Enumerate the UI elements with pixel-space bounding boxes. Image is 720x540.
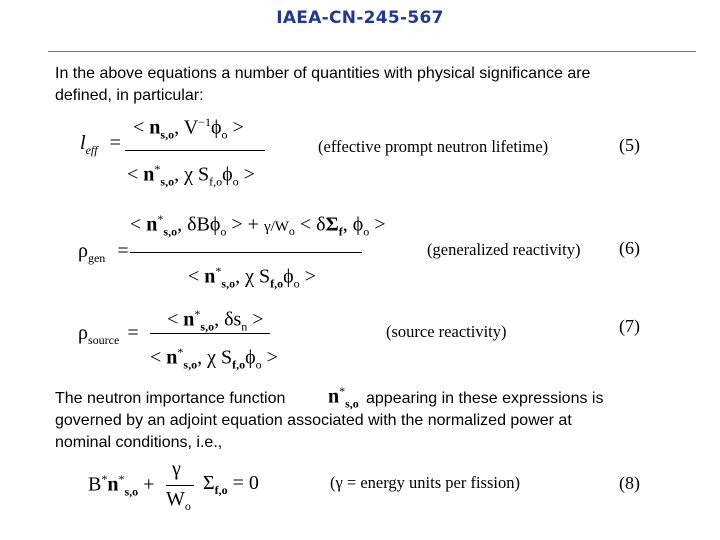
importance-function-symbol: $n^*_{s,o}$ [328,384,359,411]
equation-8: $B^*n^*_{s,o}$ + [88,472,155,499]
eq6-fraction-bar [130,252,362,253]
page-title: IAEA-CN-245-567 [276,8,444,28]
eq8-fraction-bar [166,485,194,486]
header-divider [48,51,696,52]
equation-5: $l_{eff}$ = [80,132,121,157]
eq6-denominator: < $n^*_{s,o}$, χ $S_{f,o}\phi_o$ > [188,264,316,291]
eq7-lhs: $\rho_{source}$ [78,322,120,347]
eq6-description: (generalized reactivity) [427,240,581,259]
eq5-lhs: $l_{eff}$ [80,132,98,157]
body-line-1b: appearing in these expressions is [366,390,604,407]
equation-7: $\rho_{source}$ = [78,322,139,347]
intro-line-2: defined, in particular: [55,87,204,104]
eq6-numerator: < $n^*_{s,o}$, δBϕ$_o$ > + $\gamma/W_o < \delta\Sigma_f$, $\phi_o$ > [130,212,386,239]
body-line-2: governed by an adjoint equation associated with the normalized power at [55,412,572,429]
eq8-description: (γ = energy units per fission) [330,473,520,492]
eq7-number: (7) [619,316,640,336]
eq5-fraction-bar [125,150,265,151]
eq7-fraction-bar [150,333,270,334]
eq5-number: (5) [619,135,640,155]
eq7-numerator: < $n^*_{s,o}$, $\delta s_n$ > [167,307,264,334]
eq8-rhs: $\Sigma_{f,o} = 0$ [203,472,259,497]
eq8-gamma: γ [172,458,181,480]
intro-line-1: In the above equations a number of quantities with physical significance are [55,65,591,82]
eq6-lhs: $\rho_{gen}$ [78,240,106,265]
eq6-number: (6) [619,238,640,258]
eq7-denominator: < $n^*_{s,o}$, χ $S_{f,o}\phi_o$ > [150,345,278,372]
eq5-description: (effective prompt neutron lifetime) [318,137,549,156]
eq7-description: (source reactivity) [386,322,507,341]
eq5-denominator: < $n^*_{s,o}$, χ $S_{f,o}\phi_o$ > [127,162,255,189]
eq8-number: (8) [619,473,640,493]
eq5-numerator: < $n_{s,o}$, $V^{-1}\phi_o$ > [133,115,244,142]
body-line-3: nominal conditions, i.e., [55,434,223,451]
eq8-wo: $W_o$ [166,488,191,513]
body-line-1a: The neutron importance function [55,390,286,407]
equation-6: $\rho_{gen}$ = [78,240,129,265]
